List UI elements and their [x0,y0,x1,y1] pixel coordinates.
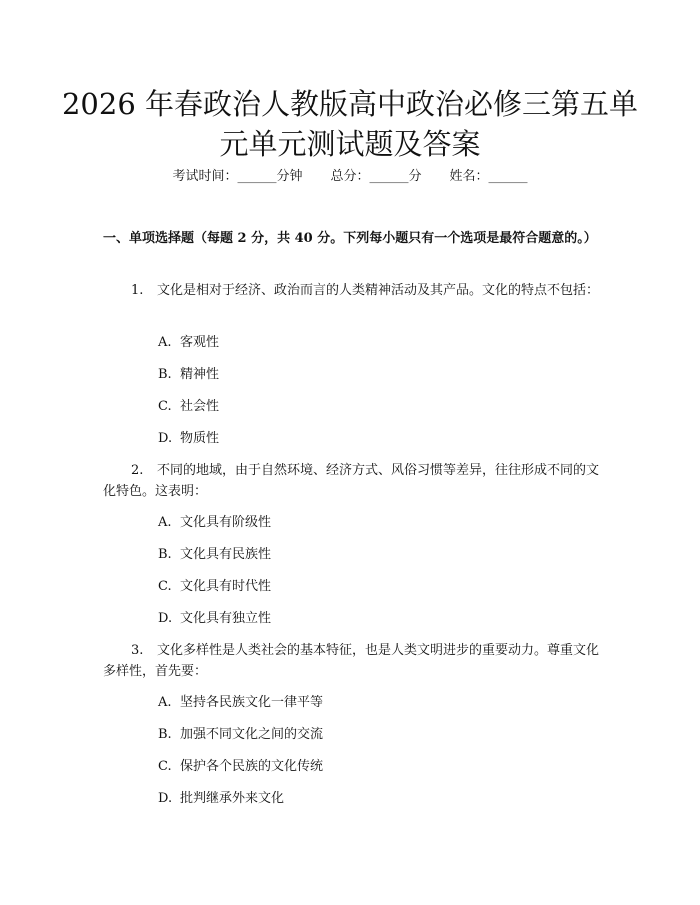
option-text: 坚持各民族文化一律平等 [180,695,324,710]
section-heading: 一、单项选择题（每题 2 分，共 40 分。下列每小题只有一个选项是最符合题意的。） [103,231,597,246]
option-letter: A. [158,515,172,530]
question-2-option-c [158,578,271,596]
question-number: 3. [131,643,144,658]
option-letter: D. [158,611,173,626]
question-3-option-c [158,758,323,776]
option-text: 批判继承外来文化 [180,791,285,806]
question-3-option-d [158,790,284,808]
document-title [60,84,640,164]
question-1-option-c [158,398,219,416]
option-letter: D. [158,791,173,806]
question-2-option-d [158,610,271,628]
option-letter: B. [158,727,172,742]
option-text: 文化具有独立性 [180,611,272,626]
option-letter: C. [158,759,172,774]
question-1-option-b [158,366,219,384]
option-letter: B. [158,547,172,562]
option-letter: C. [158,399,172,414]
question-3-option-b [158,726,323,744]
option-text: 物质性 [180,431,220,446]
option-text: 文化具有时代性 [180,579,272,594]
option-text: 保护各个民族的文化传统 [180,759,324,774]
option-letter: A. [158,695,172,710]
question-1-option-a [158,334,219,352]
exam-time-field: 考试时间：______分钟 [172,169,303,184]
option-letter: C. [158,579,172,594]
question-2-option-a [158,514,271,532]
question-1-option-d [158,430,219,448]
question-text: 文化是相对于经济、政治而言的人类精神活动及其产品。文化的特点不包括： [157,283,600,298]
option-letter: A. [158,335,172,350]
option-text: 文化具有民族性 [180,547,272,562]
exam-info-line [0,168,700,186]
question-2 [103,460,603,502]
question-number: 1. [131,283,144,298]
option-letter: B. [158,367,172,382]
question-3-option-a [158,694,323,712]
option-text: 精神性 [180,367,220,382]
question-3 [103,640,603,682]
question-2-option-b [158,546,271,564]
question-1 [103,280,603,301]
option-text: 文化具有阶级性 [180,515,272,530]
question-text: 不同的地域，由于自然环境、经济方式、风俗习惯等差异，往往形成不同的文化特色。这表明： [103,463,600,499]
total-score-field: 总分：______分 [330,169,422,184]
title-line-2: 元单元测试题及答案 [219,127,481,161]
title-line-1: 2026 年春政治人教版高中政治必修三第五单 [61,87,639,121]
option-letter: D. [158,431,173,446]
question-text: 文化多样性是人类社会的基本特征，也是人类文明进步的重要动力。尊重文化多样性，首先要： [103,643,600,679]
student-name-field: 姓名：______ [449,169,528,184]
option-text: 社会性 [180,399,220,414]
option-text: 加强不同文化之间的交流 [180,727,324,742]
option-text: 客观性 [180,335,220,350]
question-number: 2. [131,463,144,478]
